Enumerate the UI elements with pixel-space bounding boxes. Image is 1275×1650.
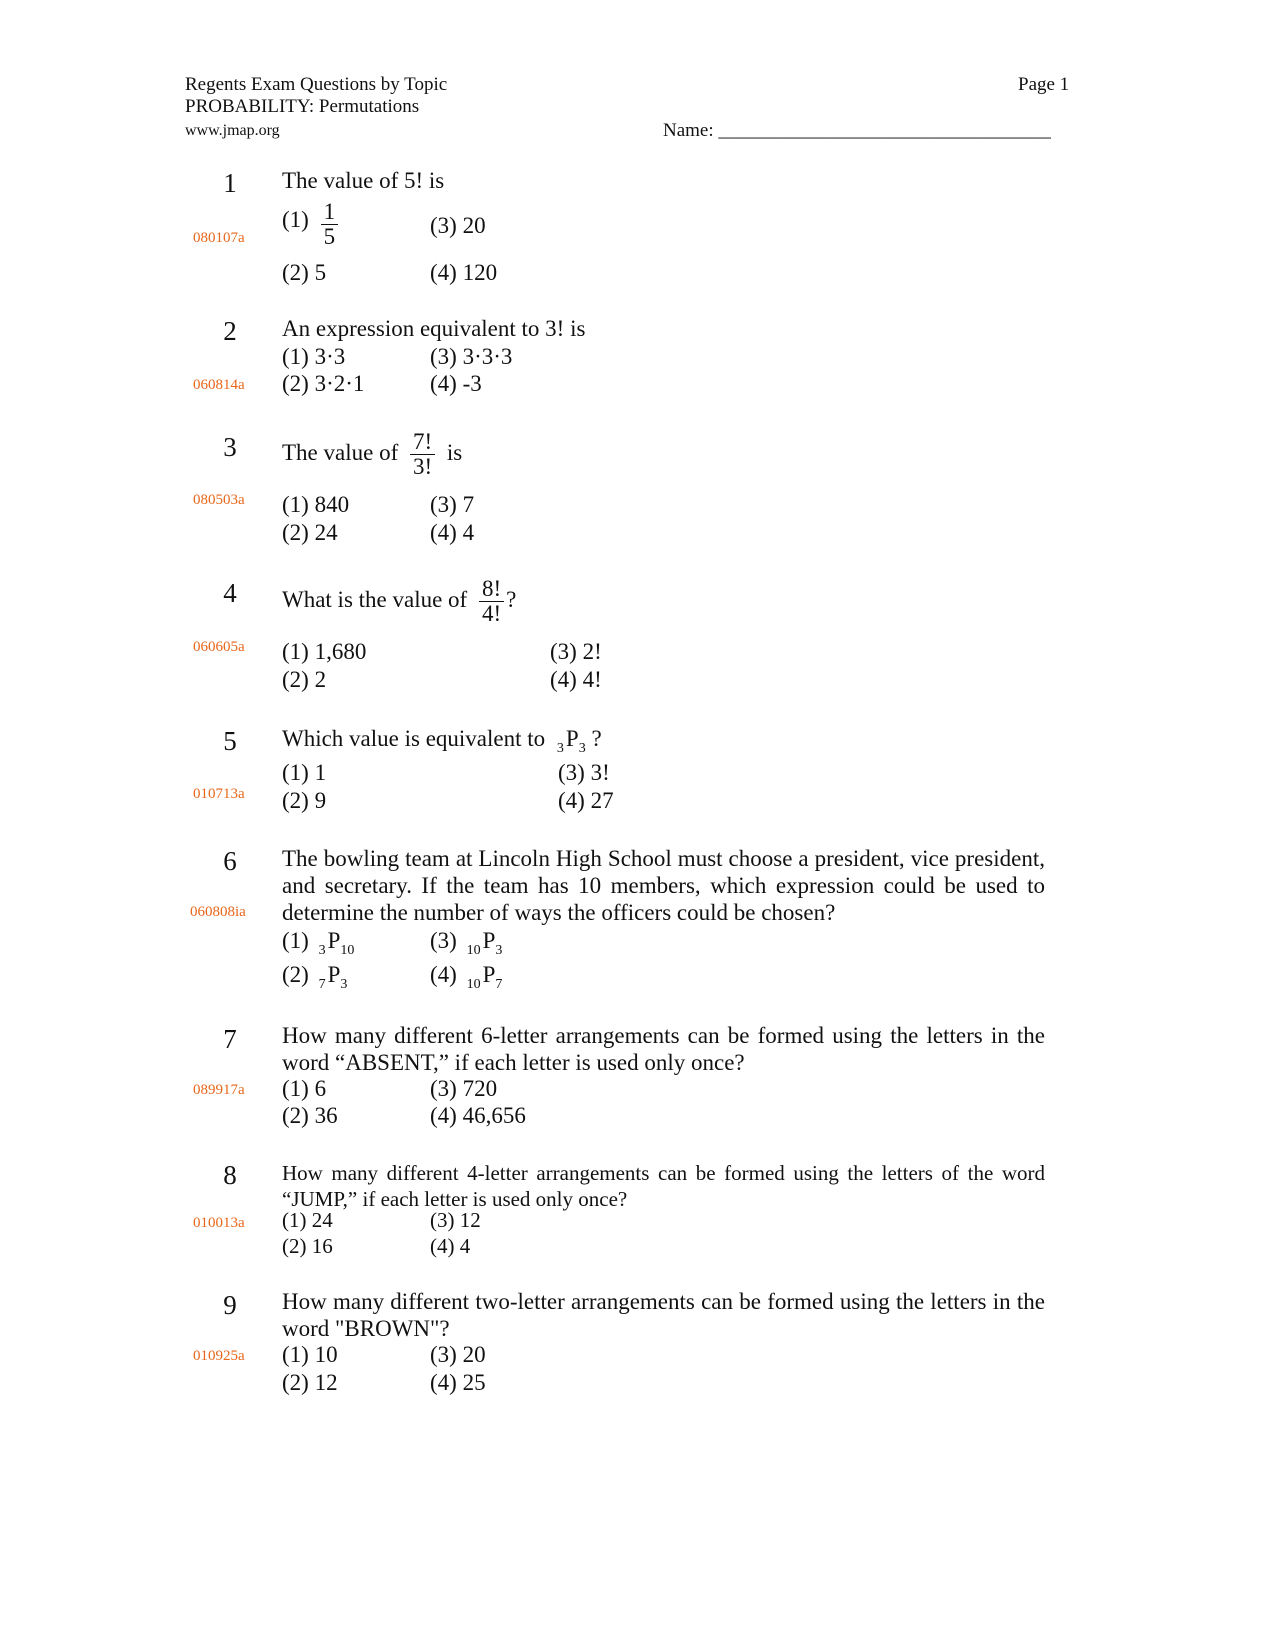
choice-4: (4) 27	[558, 788, 614, 813]
choice-4: (4) $_{10}P_7$	[430, 962, 503, 992]
question-number: 3	[223, 432, 237, 462]
question-text: What is the value of $\frac{8!}{4!}$ ?	[282, 576, 517, 627]
question-code: 010013a	[193, 1215, 245, 1231]
choice-2: (2) 5	[282, 260, 327, 285]
question-number: 8	[223, 1160, 237, 1190]
choice-1: (1) 24	[282, 1208, 333, 1232]
choice-3: (3) 12	[430, 1208, 481, 1232]
question-number: 4	[223, 578, 237, 608]
choice-4: (4) -3	[430, 371, 482, 396]
choice-2: (2) 16	[282, 1234, 333, 1258]
question-text: How many different two-letter arrangements can be formed using the letters in the word "BROWN"?	[282, 1289, 1045, 1341]
header-website: www.jmap.org	[185, 122, 280, 139]
choice-3: (3) 20	[430, 213, 486, 238]
question-number: 6	[223, 846, 237, 876]
question-number: 7	[223, 1024, 237, 1054]
question-number: 2	[223, 316, 237, 346]
choice-1: (1) 10	[282, 1342, 338, 1367]
name-field[interactable]: Name: ___________________________________	[663, 120, 1051, 141]
choice-1: (1) 6	[282, 1076, 327, 1101]
question-number: 9	[223, 1290, 237, 1320]
choice-1: (1) 1	[282, 760, 327, 785]
choice-4: (4) 25	[430, 1370, 486, 1395]
choice-3: (3) 7	[430, 492, 475, 517]
question-text: How many different 6-letter arrangements can be formed using the letters in the word “ABSENT,” if each letter is used only once?	[282, 1023, 1045, 1075]
choice-4: (4) 4	[430, 520, 475, 545]
question-text: The value of 5! is	[282, 168, 445, 193]
question-text: The bowling team at Lincoln High School must choose a president, vice president, and secretary. If the team has 10 members, which expression could be used to determine the number of ways the officers could be chosen?	[282, 846, 1045, 925]
choice-3: (3) 3·3·3	[430, 344, 513, 369]
choice-3: (3) 3!	[558, 760, 610, 785]
question-code: 060814a	[193, 377, 245, 393]
choice-4: (4) 120	[430, 260, 498, 285]
question-code: 010925a	[193, 1348, 245, 1364]
question-code: 060605a	[193, 639, 245, 655]
choice-2: (2) 36	[282, 1103, 338, 1128]
question-number: 5	[223, 726, 237, 756]
header-topic: PROBABILITY: Permutations	[185, 96, 420, 117]
question-text: How many different 4-letter arrangements can be formed using the letters of the word “JUMP,” if each letter is used only once?	[282, 1161, 1045, 1211]
question-code: 080107a	[193, 230, 245, 246]
page-number: Page 1	[1018, 74, 1070, 95]
choice-4: (4) 46,656	[430, 1103, 526, 1128]
choice-2: (2) 2	[282, 667, 327, 692]
question-number: 1	[223, 168, 237, 198]
question-code: 010713a	[193, 786, 245, 802]
fraction: $\frac{8!}{4!}$	[479, 577, 504, 626]
fraction: $\frac{7!}{3!}$	[410, 430, 435, 479]
choice-1: (1) 1,680	[282, 639, 367, 664]
fraction: $\frac{1}{5}$	[321, 200, 339, 249]
choice-4: (4) 4!	[550, 667, 602, 692]
question-code: 080503a	[193, 492, 245, 508]
choice-2: (2) 24	[282, 520, 338, 545]
choice-2: (2) $_7P_3$	[282, 962, 348, 992]
choice-3: (3) 2!	[550, 639, 602, 664]
choice-3: (3) 720	[430, 1076, 498, 1101]
question-code: 060808ia	[190, 904, 246, 920]
choice-1: (1) 3·3	[282, 344, 346, 369]
choice-3: (3) $_{10}P_3$	[430, 928, 503, 958]
choice-1: (1) $_3P_{10}$	[282, 928, 355, 958]
header-title: Regents Exam Questions by Topic	[185, 74, 448, 95]
question-text: Which value is equivalent to $_3P_3$ ?	[282, 726, 602, 756]
question-code: 089917a	[193, 1082, 245, 1098]
choice-3: (3) 20	[430, 1342, 486, 1367]
choice-2: (2) 3·2·1	[282, 371, 365, 396]
choice-1: (1) 840	[282, 492, 350, 517]
choice-4: (4) 4	[430, 1234, 471, 1258]
choice-1: (1) $\frac{1}{5}$	[282, 200, 338, 249]
permutation-expression: $_3P_3$	[556, 726, 586, 756]
choice-2: (2) 12	[282, 1370, 338, 1395]
question-text: The value of $\frac{7!}{3!}$ is	[282, 429, 463, 480]
choice-2: (2) 9	[282, 788, 327, 813]
question-text: An expression equivalent to 3! is	[282, 316, 586, 341]
